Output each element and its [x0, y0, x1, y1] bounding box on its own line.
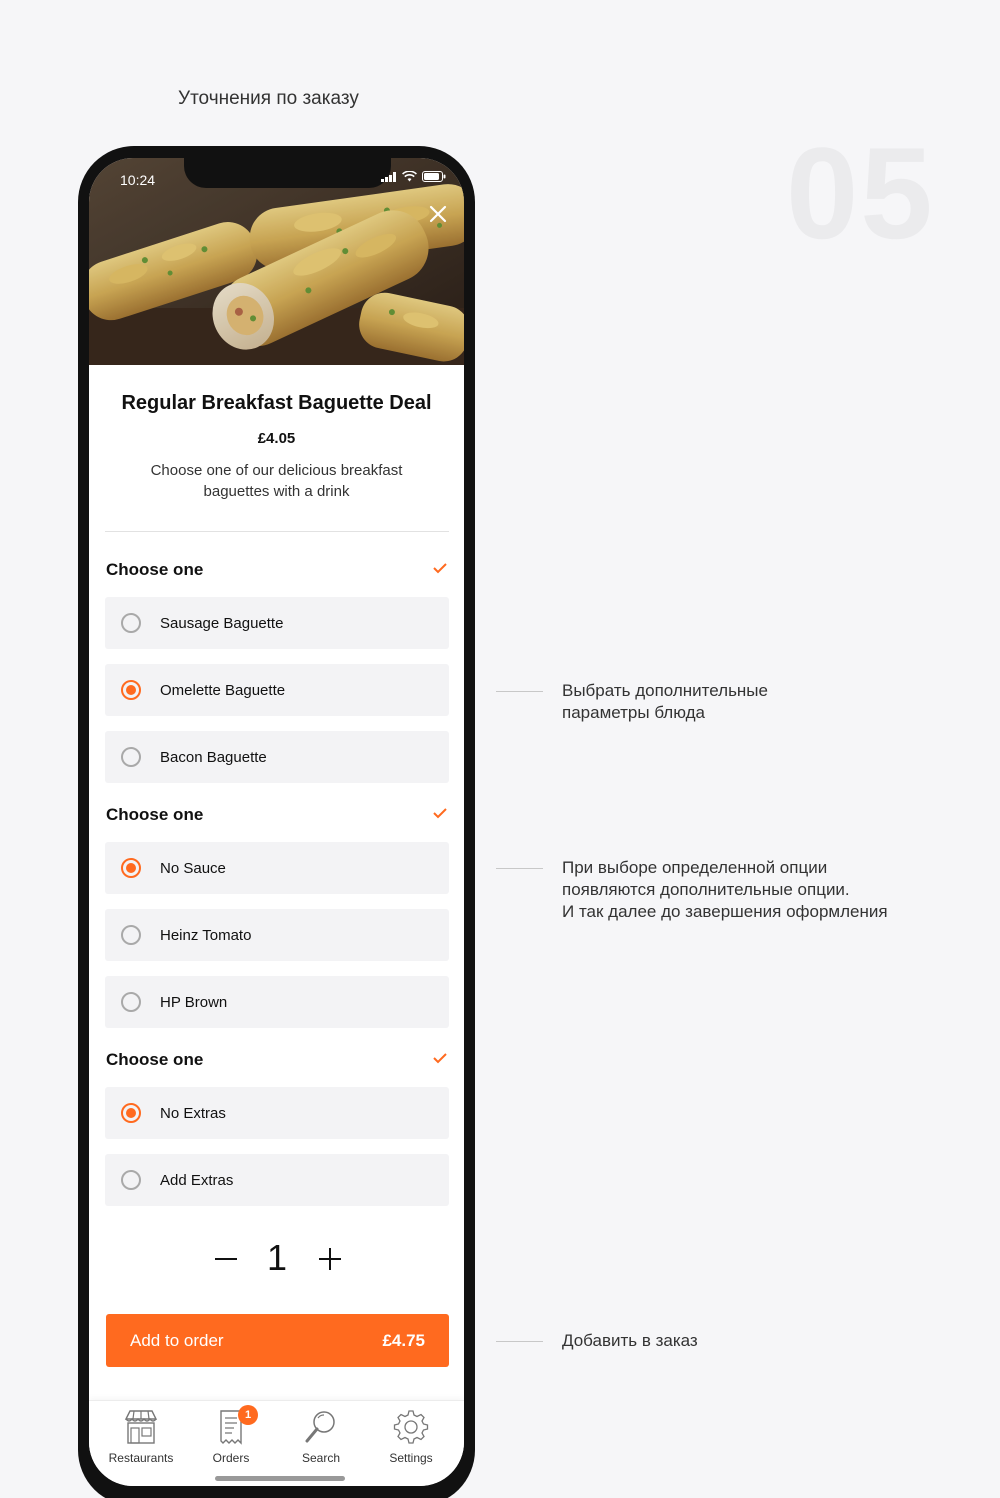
close-button[interactable] — [426, 202, 450, 226]
tab-search[interactable] — [276, 1409, 366, 1465]
status-time: 10:24 — [120, 172, 156, 188]
annotation-line — [496, 691, 543, 692]
close-icon — [426, 202, 450, 226]
radio-button[interactable] — [121, 992, 141, 1012]
annotation-text: Добавить в заказ — [562, 1331, 698, 1350]
annotation-text: При выборе определенной опции появляются дополнительные опции. И так далее до завершения оформления — [562, 858, 888, 921]
product-price: £4.05 — [257, 430, 296, 447]
add-to-order-label: Add to order — [130, 1330, 224, 1350]
status-icons — [381, 171, 446, 182]
check-icon — [432, 562, 448, 574]
option-add-extras[interactable] — [105, 1154, 449, 1206]
option-omelette-baguette[interactable] — [105, 664, 449, 716]
increase-quantity-button[interactable] — [317, 1238, 345, 1278]
gear-icon — [392, 1409, 430, 1445]
option-heinz-tomato[interactable] — [105, 909, 449, 961]
add-to-order-button[interactable] — [106, 1314, 449, 1367]
option-label: No Sauce — [160, 859, 226, 877]
annotation-text: Выбрать дополнительные параметры блюда — [562, 681, 768, 722]
baguette-photo — [89, 158, 464, 365]
option-group-header — [106, 805, 448, 825]
annotation-add-to-order — [496, 1330, 698, 1352]
quantity-value: 1 — [266, 1237, 288, 1278]
orders-badge: 1 — [238, 1405, 258, 1425]
option-label: Bacon Baguette — [160, 748, 267, 766]
order-total: £4.75 — [382, 1330, 425, 1350]
tab-label: Orders — [212, 1451, 250, 1465]
tab-label: Settings — [389, 1451, 433, 1465]
check-icon — [432, 807, 448, 819]
store-icon — [122, 1409, 160, 1445]
home-indicator — [215, 1476, 345, 1481]
product-photo — [89, 158, 464, 365]
option-group-header — [106, 1050, 448, 1070]
option-no-extras[interactable] — [105, 1087, 449, 1139]
option-group-title: Choose one — [106, 560, 204, 579]
option-label: Omelette Baguette — [160, 681, 286, 699]
product-title: Regular Breakfast Baguette Deal — [121, 392, 432, 414]
annotation-options — [496, 680, 768, 724]
option-label: Heinz Tomato — [160, 926, 252, 944]
option-label: Add Extras — [160, 1171, 234, 1189]
tab-settings[interactable] — [366, 1409, 456, 1465]
radio-button[interactable] — [121, 747, 141, 767]
option-group-title: Choose one — [106, 1050, 204, 1069]
wifi-icon — [402, 171, 417, 182]
annotation-line — [496, 868, 543, 869]
radio-button-selected[interactable] — [121, 1103, 141, 1123]
annotation-more-options — [496, 857, 888, 923]
phone-notch — [184, 158, 391, 188]
divider — [105, 531, 449, 532]
option-group-title: Choose one — [106, 805, 204, 824]
option-bacon-baguette[interactable] — [105, 731, 449, 783]
radio-button-selected[interactable] — [121, 680, 141, 700]
tab-bar — [89, 1400, 464, 1486]
option-group-header — [106, 560, 448, 580]
annotation-line — [496, 1341, 543, 1342]
battery-icon — [422, 171, 446, 182]
tab-label: Search — [301, 1451, 341, 1465]
phone-screen — [89, 158, 464, 1486]
option-label: No Extras — [160, 1104, 226, 1122]
option-no-sauce[interactable] — [105, 842, 449, 894]
phone-frame — [78, 146, 475, 1498]
option-label: HP Brown — [160, 993, 228, 1011]
search-icon — [302, 1409, 340, 1445]
product-description: Choose one of our delicious breakfast baguettes with a drink — [150, 462, 403, 500]
check-icon — [432, 1052, 448, 1064]
radio-button[interactable] — [121, 613, 141, 633]
tab-orders[interactable] — [186, 1409, 276, 1465]
radio-button[interactable] — [121, 1170, 141, 1190]
tab-restaurants[interactable] — [96, 1409, 186, 1465]
step-number: 05 — [786, 120, 935, 266]
decrease-quantity-button[interactable] — [213, 1238, 241, 1278]
radio-button[interactable] — [121, 925, 141, 945]
option-sausage-baguette[interactable] — [105, 597, 449, 649]
option-hp-brown[interactable] — [105, 976, 449, 1028]
option-label: Sausage Baguette — [160, 614, 284, 632]
tab-label: Restaurants — [108, 1451, 174, 1465]
radio-button-selected[interactable] — [121, 858, 141, 878]
quantity-stepper — [89, 1238, 464, 1278]
signal-icon — [381, 172, 397, 182]
page-caption: Уточнения по заказу — [178, 88, 359, 109]
